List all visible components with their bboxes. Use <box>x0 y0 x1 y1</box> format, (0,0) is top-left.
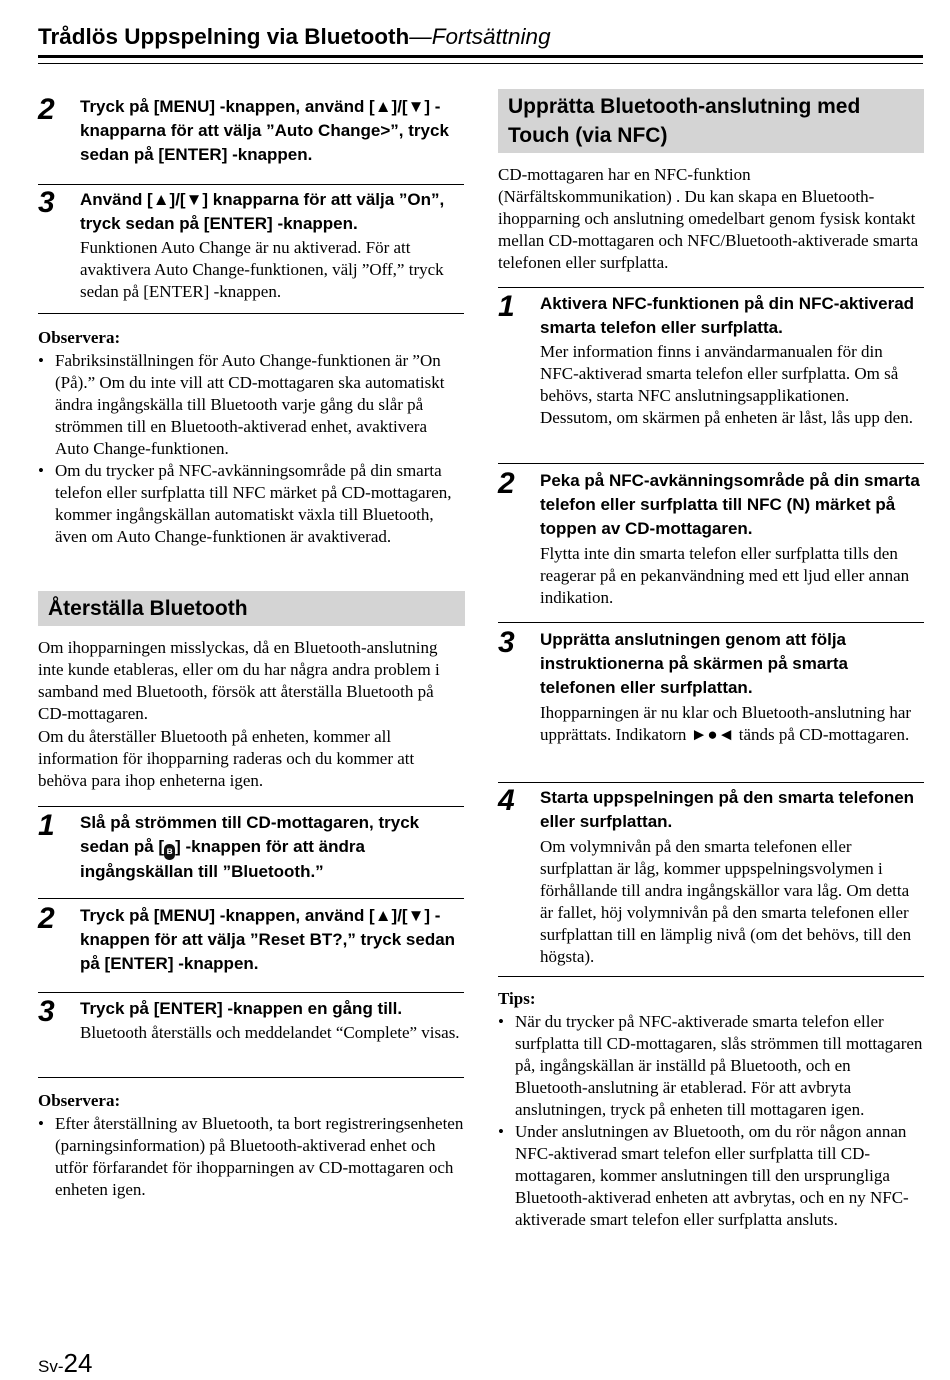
nfc-step-4 <box>498 786 924 971</box>
step-body: Mer information finns i användarmanualen för din NFC-aktiverad smarta telefon eller surfplatta. Om så behövs, starta NFC anslutningsapplikationen. Dessutom, om skärmen på enheten är låst, lås upp den. <box>540 342 913 427</box>
reset-intro-2: Om du återställer Bluetooth på enheten, kommer all information för ihopparning raderas och du kommer att behöva para ihop enheterna igen. <box>38 727 415 790</box>
reset-intro-1: Om ihopparningen misslyckas, då en Bluetooth-anslutning inte kunde etableras, eller om du har några andra problem i samband med Bluetooth, försök att återställa Bluetooth på CD-mottagaren. <box>38 638 440 723</box>
note-list <box>38 350 464 548</box>
step-number: 2 <box>38 902 55 935</box>
section-heading-reset: Återställa Bluetooth <box>38 591 465 626</box>
step-number: 3 <box>498 626 515 659</box>
page-prefix: Sv- <box>38 1357 64 1376</box>
step-title: Använd [▲]/[▼] knapparna för att välja ”On”, tryck sedan på [ENTER] -knappen. <box>80 190 445 233</box>
step-title: Peka på NFC-avkänningsområde på din smarta telefon eller surfplatta till NFC (N) märket på toppen av CD-mottagaren. <box>540 471 920 538</box>
nfc-step-1 <box>498 292 924 452</box>
step-body: Om volymnivån på den smarta telefonen eller surfplattan är låg, kommer uppspelningsvolymen i förhållande till andra ingångskällor vara låg. Om detta är fallet, höj volymnivån på den smarta telefonen eller surfplattan till en lämplig nivå (om det behövs, till den högsta). <box>540 837 912 966</box>
step-title: Aktivera NFC-funktionen på din NFC-aktiverad smarta telefon eller surfplatta. <box>540 294 915 337</box>
step-body: Funktionen Auto Change är nu aktiverad. För att avaktivera Auto Change-funktionen, välj ”Off,” tryck sedan på [ENTER] -knappen. <box>80 238 444 301</box>
header-rule <box>38 55 923 58</box>
divider <box>38 898 464 899</box>
nfc-step-3 <box>498 628 924 773</box>
list-item: • Efter återställning av Bluetooth, ta bort registreringsenheten (parningsinformation) på Bluetooth-aktiverad enhet och utför förfarandet för ihopparningen av CD-mottagaren och enheten igen. <box>38 1113 464 1201</box>
step-number: 3 <box>38 186 55 219</box>
step-title: Tryck på [MENU] -knappen, använd [▲]/[▼] -knappen för att välja ”Reset BT?,” tryck sedan på [ENTER] -knappen. <box>80 906 456 973</box>
divider <box>38 806 464 807</box>
step-title: Tryck på [ENTER] -knappen en gång till. <box>80 999 403 1018</box>
header-title: Trådlös Uppspelning via Bluetooth <box>38 24 410 49</box>
divider <box>38 313 464 314</box>
tips-list <box>498 1011 924 1231</box>
left-step-3 <box>38 188 464 308</box>
nfc-intro: CD-mottagaren har en NFC-funktion (Närfältskommunikation) . Du kan skapa en Bluetooth-ihopparning och anslutning omedelbart genom fysisk kontakt mellan CD-mottagaren och NFC/Bluetooth-aktiverade smarta telefonen eller surfplatta. <box>498 165 919 272</box>
nfc-step-2 <box>498 469 924 619</box>
left-step-2 <box>38 95 464 175</box>
reset-step-2 <box>38 904 464 984</box>
step-title: Tryck på [MENU] -knappen, använd [▲]/[▼] -knapparna för att välja ”Auto Change>”, tryck sedan på [ENTER] -knappen. <box>80 97 449 164</box>
list-item: • När du trycker på NFC-aktiverade smarta telefon eller surfplatta till CD-mottagaren, slås strömmen till mottagaren på, ingångskällan är inställd på Bluetooth, och en Bluetooth-anslutning är etablerad. För att avbryta anslutningen, tryck på enheten till mottagaren igen. <box>498 1011 924 1121</box>
step-number: 1 <box>38 809 55 842</box>
divider <box>38 1077 464 1078</box>
header-subrule <box>38 63 923 64</box>
divider <box>498 287 924 288</box>
page-number <box>38 1350 92 1380</box>
step-number: 2 <box>498 467 515 500</box>
step-title: Slå på strömmen till CD-mottagaren, tryck sedan på [ ʙ ] -knappen för att ändra ingångskällan till ”Bluetooth.” <box>80 813 420 881</box>
list-item: • Om du trycker på NFC-avkänningsområde på din smarta telefon eller surfplatta till NFC märket på CD-mottagaren, kommer ingångskällan automatiskt växla till Bluetooth, även om Auto Change-funktionen är avaktiverad. <box>38 460 464 548</box>
step-number: 4 <box>498 784 515 817</box>
step-title: Upprätta anslutningen genom att följa instruktionerna på skärmen på smarta telefonen eller surfplattan. <box>540 630 849 697</box>
bluetooth-icon: ʙ <box>164 844 175 860</box>
divider <box>38 992 464 993</box>
tips-heading: Tips: <box>498 989 536 1008</box>
page-number-value: 24 <box>63 1348 93 1378</box>
reset-step-1 <box>38 811 464 891</box>
list-item: • Under anslutningen av Bluetooth, om du rör någon annan NFC-aktiverad smart telefon eller surfplatta till CD-mottagaren, kommer anslutningen till den ursprungliga Bluetooth-aktiverad enheten att avbrytas, och en ny NFC-aktiverade smart telefon eller surfplatta ansluts. <box>498 1121 924 1231</box>
step-body: Flytta inte din smarta telefon eller surfplatta tills den reagerar på en pekanvändning med ett ljud eller annan indikation. <box>540 544 910 607</box>
step-title: Starta uppspelningen på den smarta telefonen eller surfplattan. <box>540 788 915 831</box>
divider <box>498 463 924 464</box>
note-list <box>38 1113 464 1201</box>
step-number: 2 <box>38 93 55 126</box>
step-body: Bluetooth återställs och meddelandet “Complete” visas. <box>80 1023 460 1042</box>
section-heading-nfc: Upprätta Bluetooth-anslutning med Touch (via NFC) <box>498 89 924 153</box>
reset-step-3 <box>38 997 464 1072</box>
step-body: Ihopparningen är nu klar och Bluetooth-anslutning har upprättats. Indikatorn ►●◄ tänds på CD-mottagaren. <box>540 703 912 744</box>
divider <box>498 976 924 977</box>
divider <box>498 622 924 623</box>
header-continued: —Fortsättning <box>409 24 551 49</box>
step-number: 3 <box>38 995 55 1028</box>
divider <box>498 782 924 783</box>
divider <box>38 184 464 185</box>
note-heading: Observera: <box>38 1091 121 1110</box>
step-number: 1 <box>498 290 515 323</box>
list-item: • Fabriksinställningen för Auto Change-funktionen är ”On (På).” Om du inte vill att CD-mottagaren ska automatiskt ändra ingångskälla till Bluetooth varje gång du slår på strömmen till en Bluetooth-aktiverad enhet, avaktivera Auto Change-funktionen. <box>38 350 464 460</box>
note-heading: Observera: <box>38 328 121 347</box>
page-title <box>38 22 923 52</box>
